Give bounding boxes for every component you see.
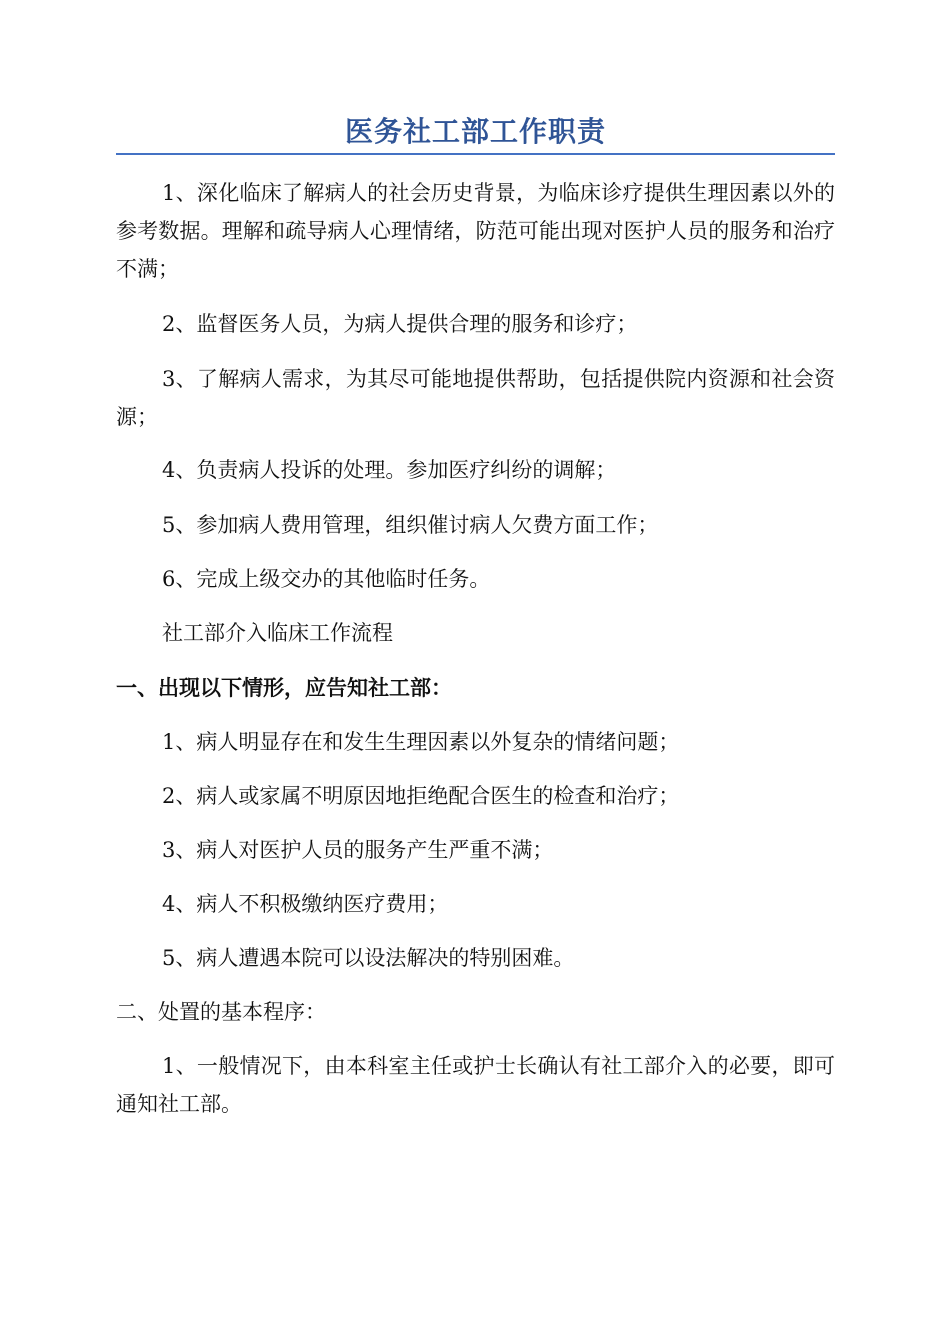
duty-item-2: 2、监督医务人员，为病人提供合理的服务和诊疗； [162, 312, 638, 336]
process-title: 社工部介入临床工作流程 [162, 621, 393, 645]
section2-heading: 二、处置的基本程序： [116, 1000, 326, 1024]
duty-item-6: 6、完成上级交办的其他临时任务。 [162, 567, 491, 591]
title-underline [116, 153, 835, 155]
duty-item-1: 1、深化临床了解病人的社会历史背景，为临床诊疗提供生理因素以外的参考数据。理解和疏导病人心理情绪，防范可能出现对医护人员的服务和治疗不满； [116, 181, 835, 281]
section1-item-3: 3、病人对医护人员的服务产生严重不满； [162, 838, 554, 862]
section2-item-1: 1、一般情况下，由本科室主任或护士长确认有社工部介入的必要，即可通知社工部。 [116, 1054, 835, 1116]
duty-item-4: 4、负责病人投诉的处理。参加医疗纠纷的调解； [162, 458, 617, 482]
duty-item-5: 5、参加病人费用管理，组织催讨病人欠费方面工作； [162, 513, 659, 537]
section1-heading: 一、出现以下情形，应告知社工部： [116, 675, 452, 700]
section1-item-2: 2、病人或家属不明原因地拒绝配合医生的检查和治疗； [162, 784, 680, 808]
document-title: 医务社工部工作职责 [344, 115, 606, 148]
duty-item-3: 3、了解病人需求，为其尽可能地提供帮助，包括提供院内资源和社会资源； [116, 367, 835, 429]
section1-item-4: 4、病人不积极缴纳医疗费用； [162, 892, 449, 916]
section1-item-1: 1、病人明显存在和发生生理因素以外复杂的情绪问题； [162, 730, 680, 754]
section1-item-5: 5、病人遭遇本院可以设法解决的特别困难。 [162, 946, 575, 970]
